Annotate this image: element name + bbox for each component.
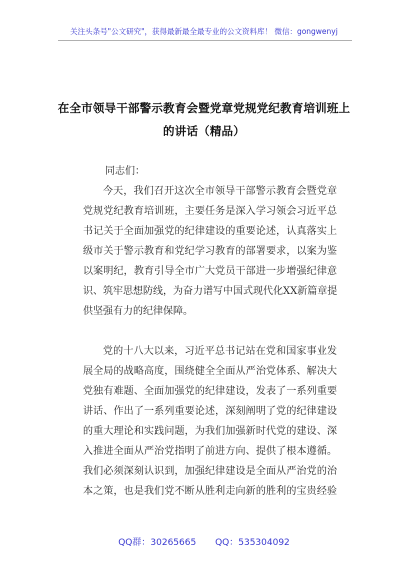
paragraph-line: 级市关于警示教育和党纪学习教育的部署要求，以案为鉴 [83,246,337,257]
paragraph-line: 党的十八大以来，习近平总书记站在党和国家事业发 [103,346,337,357]
paragraph-line: 以案明纪，教育引导全市广大党员干部进一步增强纪律意 [83,266,337,277]
footer-qq: QQ：535304092 [215,538,290,548]
header-divider [58,40,352,41]
footer-qq-group: QQ群：30265665 [118,538,197,548]
paragraph-line: 今天，我们召开这次全市领导干部警示教育会暨党章 [103,186,337,197]
paragraph-line: 党规党纪教育培训班，主要任务是深入学习领会习近平总 [83,206,337,217]
paragraph-line: 我们必须深刻认识到，加强纪律建设是全面从严治党的治 [83,466,337,477]
paragraph-line: 供坚强有力的纪律保障。 [83,306,193,317]
document-title-line-1: 在全市领导干部警示教育会暨党章党规党纪教育培训班上 [57,101,351,115]
document-title-line-2: 的讲话（精品） [163,124,245,138]
salutation: 同志们： [105,166,145,177]
paragraph-1 [83,182,337,322]
paragraph-2 [83,342,337,502]
paragraph-line: 本之策，也是我们党不断从胜利走向新的胜利的宝贵经验 [83,486,337,497]
paragraph-line: 入推进全面从严治党指明了前进方向、提供了根本遵循。 [83,446,337,457]
footer-contact [0,535,408,548]
paragraph-line: 识、筑牢思想防线，为奋力谱写中国式现代化XX新篇章提 [83,286,338,297]
header-note: 关注头条号"公文研究"，获得最新最全最专业的公文资料库！ 微信：gongwenyj [70,27,338,36]
paragraph-line: 书记关于全面加强党的纪律建设的重要论述，认真落实上 [83,226,337,237]
paragraph-line: 讲话、作出了一系列重要论述，深刻阐明了党的纪律建设 [83,406,337,417]
paragraph-line: 的重大理论和实践问题，为我们加强新时代党的建设、深 [83,426,337,437]
paragraph-line: 展全局的战略高度，围绕健全全面从严治党体系、解决大 [83,366,337,377]
paragraph-line: 党独有难题、全面加强党的纪律建设，发表了一系列重要 [83,386,337,397]
